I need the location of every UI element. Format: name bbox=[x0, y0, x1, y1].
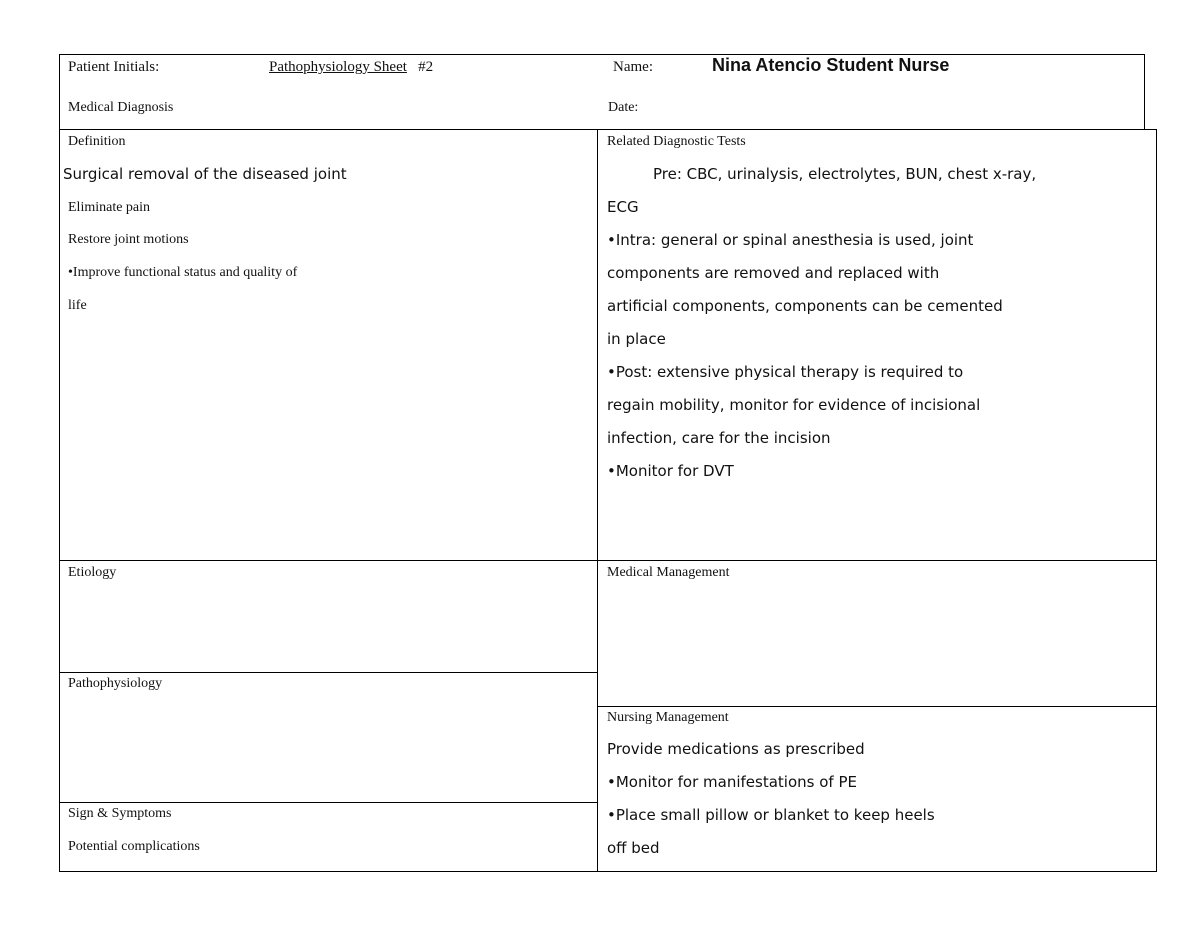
sheet-title: Pathophysiology Sheet bbox=[269, 59, 407, 75]
header-divider bbox=[59, 129, 1157, 130]
diagnostic-line-7: •Post: extensive physical therapy is required to bbox=[607, 363, 964, 381]
name-value: Nina Atencio Student Nurse bbox=[712, 55, 950, 75]
border-right-header bbox=[1144, 54, 1145, 130]
column-divider bbox=[597, 129, 598, 872]
row-divider-pathophysiology bbox=[59, 672, 598, 673]
diagnostic-tests-label: Related Diagnostic Tests bbox=[607, 134, 746, 149]
diagnostic-line-8: regain mobility, monitor for evidence of incisional bbox=[607, 396, 981, 414]
definition-line-2: Eliminate pain bbox=[68, 200, 151, 215]
potential-complications-label: Potential complications bbox=[68, 839, 200, 854]
nursing-line-2: •Monitor for manifestations of PE bbox=[607, 773, 857, 791]
row-divider-nursing bbox=[597, 706, 1157, 707]
diagnostic-line-2: ECG bbox=[607, 198, 639, 216]
definition-line-4: •Improve functional status and quality of bbox=[68, 265, 298, 280]
patient-initials-label: Patient Initials: bbox=[68, 59, 160, 75]
nursing-management-label: Nursing Management bbox=[607, 710, 729, 725]
sheet-number: #2 bbox=[418, 59, 434, 75]
row-divider-etiology bbox=[59, 560, 1157, 561]
diagnostic-line-10: •Monitor for DVT bbox=[607, 462, 734, 480]
border-right-body bbox=[1156, 129, 1157, 872]
signs-symptoms-label: Sign & Symptoms bbox=[68, 806, 172, 821]
name-label: Name: bbox=[613, 59, 653, 75]
date-label: Date: bbox=[608, 100, 639, 115]
pathophysiology-label: Pathophysiology bbox=[68, 676, 163, 691]
diagnostic-line-4: components are removed and replaced with bbox=[607, 264, 940, 282]
border-bottom bbox=[59, 871, 1157, 872]
diagnostic-line-3: •Intra: general or spinal anesthesia is used, joint bbox=[607, 231, 974, 249]
nursing-line-1: Provide medications as prescribed bbox=[607, 740, 865, 758]
nursing-line-3: •Place small pillow or blanket to keep heels bbox=[607, 806, 935, 824]
diagnostic-line-5: artificial components, components can be cemented bbox=[607, 297, 1003, 315]
etiology-label: Etiology bbox=[68, 565, 117, 580]
diagnostic-line-9: infection, care for the incision bbox=[607, 429, 831, 447]
definition-line-3: Restore joint motions bbox=[68, 232, 189, 247]
sheet-title-row bbox=[269, 58, 433, 76]
border-left bbox=[59, 54, 60, 872]
definition-line-5: life bbox=[68, 298, 87, 313]
definition-label: Definition bbox=[68, 134, 126, 149]
row-divider-signs bbox=[59, 802, 598, 803]
medical-diagnosis-label: Medical Diagnosis bbox=[68, 100, 174, 115]
border-top bbox=[59, 54, 1145, 55]
medical-management-label: Medical Management bbox=[607, 565, 730, 580]
diagnostic-line-6: in place bbox=[607, 330, 666, 348]
definition-line-1: Surgical removal of the diseased joint bbox=[63, 165, 347, 183]
diagnostic-line-1: Pre: CBC, urinalysis, electrolytes, BUN, chest x-ray, bbox=[653, 165, 1037, 183]
nursing-line-4: off bed bbox=[607, 839, 660, 857]
